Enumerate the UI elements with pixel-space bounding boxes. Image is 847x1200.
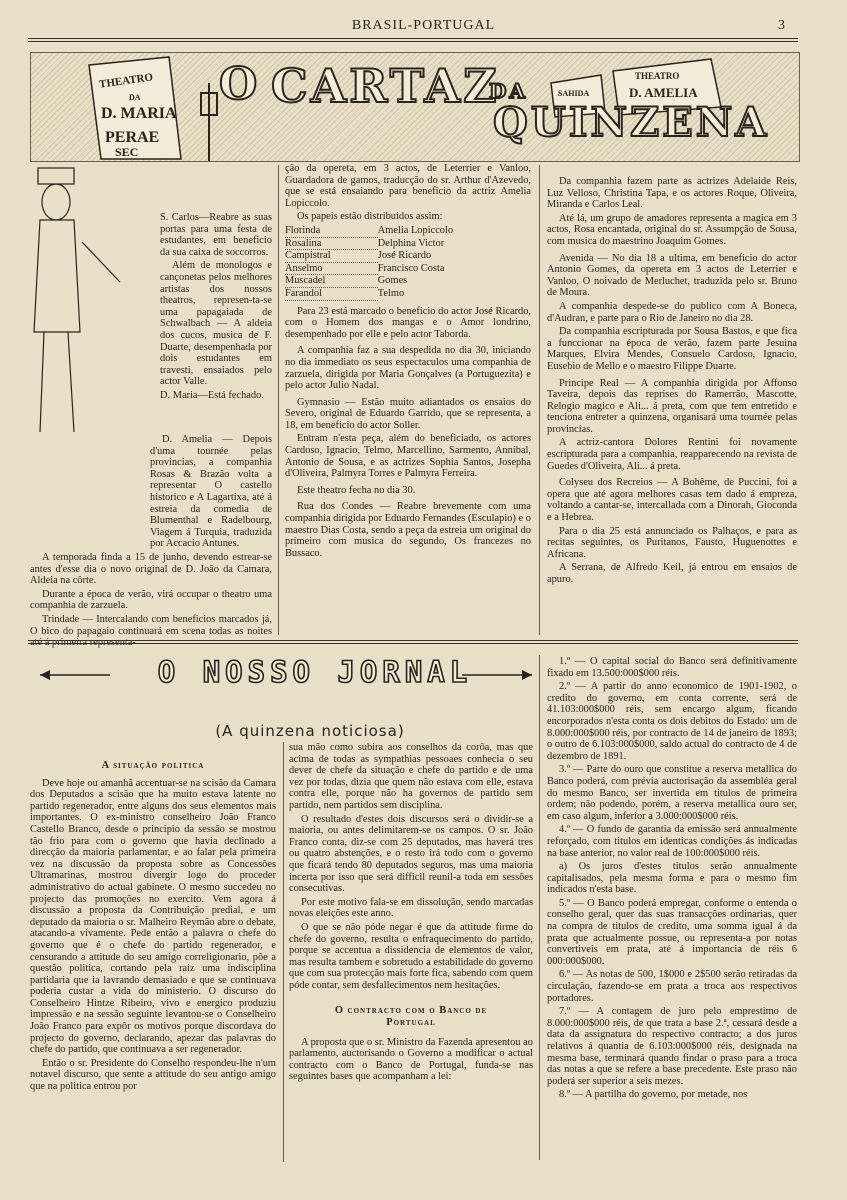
jornal-para: 7.º — A contagem de juro pelo emprestimo de 8.000:000$000 réis, de que trata a base 2.ª, cessará desde a data da assignatura do respectivo contracto; a dos juros relativos á quantia de 6.103:000$000 réis, designada na mesma base, terminará quando findar o praso para a troca das notas a que se refere a base precedente. Este praso não poderá ser superior a seis mezes. [547,1006,797,1087]
title-da: DA [489,79,528,103]
cartaz-para: Além de monologos e cançonetas pelos melhores artistas dos nossos theatros, represen-ta-se uma papagaiada de Schwalbach — A aldeia dos cucos, musica de F. Duarte, desempenhada por dois estudantes em travesti, ensaiados pelo actor Valle. [160,260,272,388]
column-divider [283,742,284,1162]
header-rule [28,38,798,39]
column-divider [278,165,279,635]
sign-sahda-text: SAHIDA [558,89,590,98]
poster-theatro-text: THEATRO [98,71,154,91]
jornal-col2 [289,742,533,1085]
table-row [285,262,531,275]
running-title: BRASIL-PORTUGAL [351,18,496,33]
jornal-para: 1.º — O capital social do Banco será definitivamente fixado em 13.500:000$000 réis. [547,656,797,679]
title-o: O [219,59,261,110]
header-rule-2 [28,41,798,42]
poster-maria-text: D. MARIA [101,105,177,122]
jornal-subtitle: (A quinzena noticiosa) [215,722,405,740]
figure-illustration [30,162,158,462]
table-row [285,250,531,263]
cast-role: Anselmo [285,262,378,275]
cartaz-para: Para 23 está marcado o beneficio do actor José Ricardo, com o Homem dos mangas e o Amor londrino, desempenhado por elle e pelo actor Taborda. [285,305,531,340]
jornal-para: 4.º — O fundo de garantia da emissão será annualmente reforçado, com titulos em identicas condições ás indicadas na base anterior, no valor real de 100:000$000 réis. [547,824,797,859]
cast-role: Florinda [285,225,378,237]
sign-theatro-text: THEATRO [635,71,680,81]
cartaz-para: D. Amelia — Depois d'uma tournée pelas provincias, a companhia Rosas & Brazão volta a representar O castello historico e A Lagartixa, até á estreia da comedia de Blumenthal e Radelbourg, Viagem á Turquia, traduzida por Accacio Antunes. [150,434,272,550]
cast-actor: Telmo [377,287,405,299]
cartaz-para: D. Maria—Está fechado. [160,389,264,401]
jornal-para: 8.º — A partilha do governo, por metade, nos [559,1089,748,1101]
jornal-col3 [547,656,797,1103]
cartaz-para: Colyseu dos Recreios — A Bohême, de Puccini, foi a opera que até agora melhores casas tem dado á empreza, voltando a cantar-se, intercallada com a Dinorah, Gioconda e a Hebrea. [547,477,797,524]
jornal-para: 5.º — O Banco poderá empregar, conforme o entenda o conselho geral, quer das suas transacções ordinarias, quer na compra de titulos de credito, uma somma igual á da prata que actualmente possue, ou representa-a por notas convertiveis em prata, até á importancia de réis 6 000:000$000. [547,897,797,967]
cartaz-para: Avenida — No dia 18 a ultima, em beneficio do actor Antonio Gomes, da opereta em 3 actos de Leterrier e Vanloo, O noivado de Merluchet, traduzida pelo sr. Bruno de Moura. [547,252,797,299]
cartaz-para: Da companhia fazem parte as actrizes Adelaide Reis, Luz Velloso, Christina Tapa, e os actores Roque, Oliveira, Miranda e Carlos Leal. [547,176,797,211]
sign-amelia-text: D. AMELIA [629,85,698,100]
figure-head [42,184,70,220]
section-heading: O contracto com o Banco de Portugal [334,1005,488,1029]
cartaz-para: Entram n'esta peça, além do beneficiado, os actores Cardoso, Ignacio, Telmo, Marcellino, Sarmento, Annibal, Antonio de Sousa, e as actrizes Sophia Santos, Josepha d'Oliveira, Palmyra Torres e Palmyra Ferreira. [285,433,531,480]
cartaz-para: S. Carlos—Reabre as suas portas para uma festa de estudantes, em beneficio da sua caixa de soccorros. [160,212,272,258]
jornal-para: 6.º — As notas de 500, 1$000 e 2$500 serão retiradas da circulação, fazendo-se em prata a troca aos respectivos portadores. [547,969,797,1004]
cartaz-para: A companhia despede-se do publico com A Boneca, d'Audran, e parte para o Rio de Janeiro no dia 28. [547,300,797,324]
cast-actor: Gomes [377,275,408,287]
cartaz-para: ção da opereta, em 3 actos, de Leterrier e Vanloo, Guardadora de gamos, traducção do sr. Arthur d'Azevedo, que se está ensaiando para beneficio da actriz Amelia Lopiccolo. [285,163,531,209]
jornal-para: sua mão como subira aos conselhos da corôa, mas que acima de todas as sympathias pessoaes conhecia o seu dever de chefe da situação e chefe do partido e de uma vez por todas, dizia que quem não estava com elle, estava contra elle, porque não ha governos de partido sem partido, nem partidos sem disciplina. [289,742,533,811]
jornal-para: A proposta que o sr. Ministro da Fazenda apresentou ao parlamento, auctorisando o Governo a modificar o actual contracto com o Banco de Portugal, funda-se nas seguintes bases que acompanham a lei: [289,1036,533,1083]
column-divider [539,655,540,1160]
cast-role: Muscadel [285,275,378,288]
cartaz-para: Este theatro fecha no dia 30. [297,484,416,496]
figure-coat [34,220,80,332]
cast-role: Campistral [285,250,378,263]
jornal-para: O resultado d'estes dois discursos será o dividir-se a maioria, ou antes delimitarem-se os campos. O sr. João Franco conta, diz-se com 25 deputados, mas haverá tres ou quatro abstenções, e o resto irá todo com o governo que ficará tendo 80 deputados seguros, mas uma maioria incerta por isso que será difficil reunil-a toda em sessões consecutivas. [289,813,533,895]
jornal-para: a) Os juros d'estes titulos serão annualmente capitalisados, pela mesma forma e para o mesmo fim indicados n'esta base. [547,861,797,896]
table-row [285,275,531,288]
cartaz-para: A temporada finda a 15 de junho, devendo estrear-se antes d'esse dia o novo original de D. João da Camara, Aldeia na côrte. [30,551,272,587]
table-row [285,225,531,237]
cast-actor: José Ricardo [377,250,432,262]
column-divider [539,165,540,635]
jornal-para: 3.º — Parte do ouro que constitue a reserva metallica do Banco poderá, com prévia auctorisação da assembléa geral do mesmo Banco, ser invertida em titulos de primeira ordem; não podendo, porém, a reserva metallica ouro ser, em caso algum, inferior a 3.000:000$000 réis. [547,764,797,822]
figure-leg-right [68,332,74,432]
right-ornament [462,668,532,682]
cast-role: Rosalina [285,237,378,250]
cartaz-para: Até lá, um grupo de amadores representa a magica em 3 actos, Rosa encantada, original do sr. Assumpção de Sousa, com musica do maestrino Joaquim Gomes. [547,212,797,247]
cast-actor: Delphina Victor [377,237,445,249]
cartaz-col3 [547,176,797,588]
cartaz-col1-bottom [30,434,272,651]
cartaz-para: Os papeis estão distribuidos assim: [297,211,443,223]
cartaz-col2 [285,163,531,561]
jornal-col1 [30,760,276,1095]
jornal-para: O que se não póde negar é que da attitude firme do chefe do governo, resulta o enfraquecimento do partido, porque se accentua a dissidencia de elementos de valor, mas resulta tambem e sobretudo a estabilidade do governo que com sua protecção mais forte fica, sabendo com quem póde contar, sem desfallecimentos nem hesitações. [289,921,533,991]
cast-table [285,225,531,301]
table-row [285,287,531,300]
cast-actor: Francisco Costa [377,262,445,274]
jornal-para: Deve hoje ou amanhã accentuar-se na scisão da Camara dos Deputados a scisão que ha muito estava latente no partido regenerador, entre alguns dos seus elementos mais importantes. O ex-ministro conselheiro João Franco Castello Branco, desde o principio da sessão se mostrou tão frio para com o governo que havia declinado a direcção da maioria parlamentar, e ao falar pela primeira vez na discussão da proposta sobre as Concessões Ultramarinas, mostrou divergir logo do proceder administrativo do actual gabinete. O mesmo succedeu no projecto das promoções no exercito. Vem agora á discussão a proposta da Contribuição predial, e um deputado da maioria o sr. Malheiro Reymão abre o debate, atacando-a vivamente. Pede então a palavra o chefe do governo que é o chefe do partido regenerador, e censurando a attitude do seu amigo correligionario, põe a questão politica, cortando pela raiz uma indisciplina partidaria que ia lavrando demasiado e que se continuava poderia custar a vida do ministerio. O discurso do Conselheiro Hintze Ribeiro, vivo e energico produziu impressão e na sessão seguinte levantou-se o Conselheiro João Franco para expôr os motivos porque discordava do projecto do governo, declarando, apezar das palavras do chefe do partido, que continuava a ser regenerador. [30,777,276,1056]
cartaz-col1-top [160,212,272,404]
cartaz-para: Rua dos Condes — Reabre brevemente com uma companhia dirigida por Eduardo Fernandes (Esculapio) e o maestro Dias Costa, sendo a peça da estreia um original do primeiro com musica do segundo, Os francezes no Bussaco. [285,501,531,559]
figure-hat [38,168,74,184]
section-rule [28,640,798,641]
cartaz-para: A companhia faz a sua despedida no dia 30, iniciando no dia immediato os seus espectaculos uma companhia de zarzuela, dirigida por Maria Gonçalves (a Portuguezita) e pelo actor Julio Nadal. [285,345,531,392]
jornal-para: Por este motivo fala-se em dissolução, sendo marcadas novas eleições este anno. [289,896,533,920]
section-heading: A situação politica [101,760,205,771]
jornal-para: 2.º — A partir do anno economico de 1901-1902, o credito do governo, em conta corrente, será de 41.103:000$000 réis, sem encargo algum, ficando encorporados n'esta conta os dois debitos do Estado: um de 8.000:000$000 réis, por contracto de 14 de janeiro de 1893; o outro de 6.103:000$000, saldo actual do contracto de 4 de dezembro de 1891. [547,681,797,762]
cartaz-para: Gymnasio — Estão muito adiantados os ensaios do Severo, original de Eduardo Garrido, que se representa, a 18, em beneficio do actor Soller. [285,396,531,431]
cast-actor: Amelia Lopiccolo [377,225,454,237]
page-number: 3 [778,18,785,33]
title-cartaz: CARTAZ [271,59,500,113]
poster-perae-text: PERAE [105,129,160,146]
cartaz-para: Durante a época de verão, virá occupar o theatro uma companhia de zarzuela. [30,588,272,612]
jornal-para: Então o sr. Presidente do Conselho respondeu-lhe n'um notavel discurso, que sente a attitude do seu antigo amigo que na politica entrou por [30,1057,276,1093]
cartaz-banner [30,52,800,162]
cartaz-para: Para o dia 25 está annunciado os Palhaços, e para as recitas seguintes, os Puritanos, Fausto, Huguenottes e Africana. [547,525,797,560]
cartaz-para: Principe Real — A companhia dirigida por Affonso Taveira, depois das reprises do Ramerrão, Mascotte, Relogio magico e Ali... á preta, com que tem entretido e tenciona entreter a quinzena, organisará uma tournée pelas provincias. [547,377,797,435]
figure-leg-left [40,332,44,432]
cast-role: Farandol [285,287,378,300]
section-rule-2 [28,643,798,644]
jornal-title: O NOSSO JORNAL [157,655,473,689]
poster-sec-text: SEC [115,145,139,159]
table-row [285,237,531,250]
cartaz-para: Da companhia escripturada por Sousa Bastos, e que fica a funccionar na época de verão, fazem parte Jesuina Marques, Elvira Mendes, Consuelo Cardoso, Ignacio, Eusebio de Mello e o maestro Filippe Duarte. [547,326,797,372]
figure-arm [82,242,120,282]
cartaz-para: Trindade — Intercalando com beneficios marcados já, O bico do papagaio continuará em scena todas as noites até á primeira representa- [30,613,272,649]
cartaz-para: A actriz-cantora Dolores Rentini foi novamente escripturada para a companhia, reapparecendo na revista de Guedes d'Oliveira, Ali... á preta. [547,437,797,472]
title-quinzena: QUINZENA [493,99,770,146]
cartaz-para: A Serrana, de Alfredo Keil, já entrou em ensaios de apuro. [547,562,797,585]
poster-da-text: DA [129,93,141,102]
